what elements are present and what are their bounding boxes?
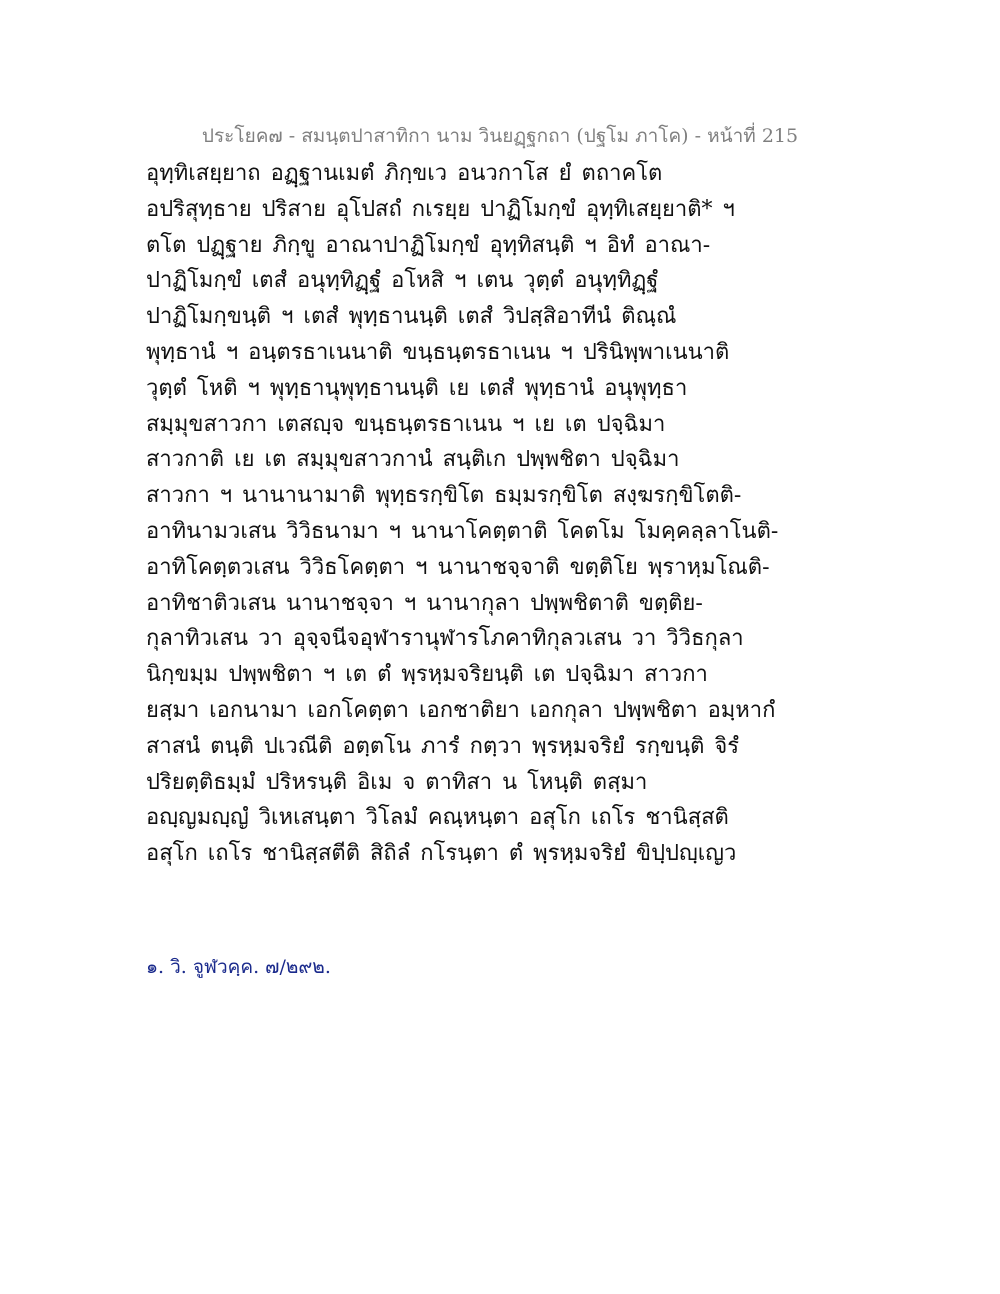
body-text <box>146 156 866 872</box>
text-line: นิกฺขมฺม ปพฺพชิตา ฯ เต ตํ พฺรหฺมจริยนฺติ เต ปจฺฉิมา สาวกา <box>146 662 708 688</box>
text-line: ตโต ปฏฺฐาย ภิกฺขู อาณาปาฏิโมกฺขํ อุทฺทิสนฺติ ฯ อิทํ อาณา- <box>146 232 711 258</box>
text-line: ปริยตฺติธมฺมํ ปริหรนฺติ อิเม จ ตาทิสา น โหนฺติ ตสฺมา <box>146 769 648 795</box>
running-header: ประโยค๗ - สมนฺตปาสาทิกา นาม วินยฏฺฐกถา (ปฐโม ภาโค) - หน้าที่ 215 <box>201 125 799 147</box>
text-line: สมฺมุขสาวกา เตสญฺจ ขนฺธนฺตรธาเนน ฯ เย เต ปจฺฉิมา <box>146 411 666 437</box>
text-line: พุทฺธานํ ฯ อนฺตรธาเนนาติ ขนฺธนฺตรธาเนน ฯ ปรินิพฺพาเนนาติ <box>146 339 730 365</box>
text-line: อาทินามวเสน วิวิธนามา ฯ นานาโคตฺตาติ โคตโม โมคฺคลฺลาโนติ- <box>146 518 779 544</box>
text-line: ปาฏิโมกฺขนฺติ ฯ เตสํ พุทฺธานนฺติ เตสํ วิปสฺสิอาทีนํ ติณฺณํ <box>146 304 677 330</box>
text-line: อสุโก เถโร ชานิสฺสตีติ สิถิลํ กโรนฺตา ตํ พฺรหฺมจริยํ ขิปฺปญฺเญว <box>146 841 737 867</box>
text-line: สาสนํ ตนฺติ ปเวณีติ อตฺตโน ภารํ กตฺวา พฺรหฺมจริยํ รกฺขนฺติ จิรํ <box>146 733 740 759</box>
text-line: ยสฺมา เอกนามา เอกโคตฺตา เอกชาติยา เอกกุลา ปพฺพชิตา อมฺหากํ <box>146 697 776 723</box>
text-line: สาวกาติ เย เต สมฺมุขสาวกานํ สนฺติเก ปพฺพชิตา ปจฺฉิมา <box>146 447 680 473</box>
footnote: ๑. วิ. จูฬวคฺค. ๗/๒๙๒. <box>146 956 331 978</box>
text-line: อาทิโคตฺตวเสน วิวิธโคตฺตา ฯ นานาชจฺจาติ ขตฺติโย พฺราหฺมโณติ- <box>146 554 770 580</box>
text-line: อปริสุทฺธาย ปริสาย อุโปสถํ กเรยฺย ปาฏิโมกฺขํ อุทฺทิเสยฺยาติ* ฯ <box>146 196 735 222</box>
text-line: ปาฏิโมกฺขํ เตสํ อนุทฺทิฏฺฐํ อโหสิ ฯ เตน วุตฺตํ อนุทฺทิฏฺฐํ <box>146 268 659 294</box>
text-line: อุทฺทิเสยฺยาถ อฏฺฐานเมตํ ภิกฺขเว อนวกาโส ยํ ตถาคโต <box>146 161 663 186</box>
text-line: กุลาทิวเสน วา อุจฺจนีจอุฬารานุฬารโภคาทิกุลวเสน วา วิวิธกุลา <box>146 626 744 652</box>
text-line: อาทิชาติวเสน นานาชจฺจา ฯ นานากุลา ปพฺพชิตาติ ขตฺติย- <box>146 590 703 616</box>
text-line: วุตฺตํ โหติ ฯ พุทฺธานุพุทฺธานนฺติ เย เตสํ พุทฺธานํ อนุพุทฺธา <box>146 375 688 401</box>
text-line: สาวกา ฯ นานานามาติ พุทฺธรกฺขิโต ธมฺมรกฺขิโต สงฺฆรกฺขิโตติ- <box>146 483 742 509</box>
text-line: อญฺญมญฺญํ วิเหเสนฺตา วิโลมํ คณฺหนฺตา อสุโก เถโร ชานิสฺสติ <box>146 805 729 831</box>
